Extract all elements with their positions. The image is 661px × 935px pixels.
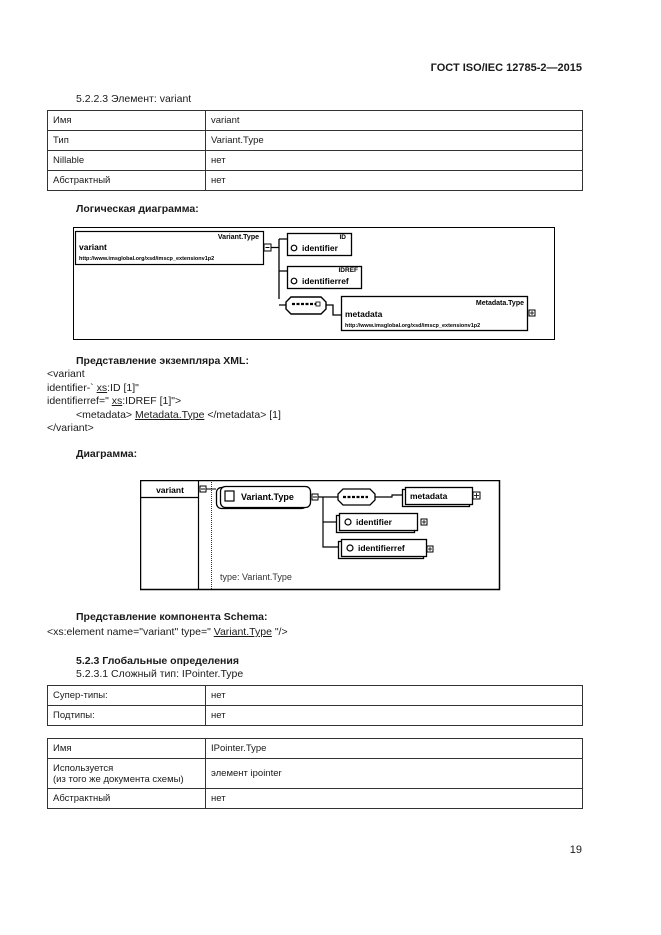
table-cell: Супер-типы: bbox=[48, 686, 206, 706]
identifier-type: ID bbox=[339, 234, 346, 241]
table-row bbox=[48, 151, 583, 171]
code-line: </variant> bbox=[47, 422, 94, 434]
table-cell: Тип bbox=[48, 131, 206, 151]
diagram-attr1-name: identifier bbox=[356, 517, 392, 527]
identifierref-type: IDREF bbox=[338, 267, 358, 274]
code-line: identifierref=" xs:IDREF [1]"> bbox=[47, 395, 182, 407]
table-row bbox=[48, 759, 583, 789]
xs-link[interactable]: xs bbox=[96, 381, 108, 394]
table-cell: IPointer.Type bbox=[206, 739, 583, 759]
table-cell: Абстрактный bbox=[48, 171, 206, 191]
xs-link[interactable]: xs bbox=[111, 395, 123, 407]
page-number: 19 bbox=[569, 844, 582, 856]
diagram-label: Диаграмма: bbox=[76, 448, 138, 460]
metadata-type: Metadata.Type bbox=[475, 300, 524, 307]
table-row bbox=[48, 686, 583, 706]
logical-element-name: variant bbox=[79, 242, 107, 252]
diagram-footer: type: Variant.Type bbox=[220, 572, 292, 582]
table-cell: Подтипы: bbox=[48, 706, 206, 726]
ipointer-types-table bbox=[47, 685, 583, 726]
table-row bbox=[48, 739, 583, 759]
xml-code bbox=[47, 368, 281, 436]
logical-type-label: Variant.Type bbox=[217, 234, 259, 241]
table-cell: Variant.Type bbox=[206, 131, 583, 151]
schema-code: <xs:element name="variant" type=" Variant.Type "/> bbox=[47, 626, 288, 638]
variant-type-link[interactable]: Variant.Type bbox=[213, 626, 272, 638]
table-row bbox=[48, 171, 583, 191]
code-line: <metadata> Metadata.Type </metadata> [1] bbox=[76, 408, 281, 421]
table-row bbox=[48, 131, 583, 151]
metadata-name: metadata bbox=[345, 309, 383, 319]
table-cell: Имя bbox=[48, 739, 206, 759]
logical-namespace: http://www.imsglobal.org/xsd/imscp_extensionv1p2 bbox=[79, 256, 215, 262]
table-cell: variant bbox=[206, 111, 583, 131]
logical-diagram-label: Логическая диаграмма: bbox=[76, 203, 199, 215]
table-row bbox=[48, 111, 583, 131]
diagram-attr2-name: identifierref bbox=[358, 543, 405, 553]
table-cell: Nillable bbox=[48, 151, 206, 171]
table-row bbox=[48, 789, 583, 809]
identifierref-name: identifierref bbox=[302, 276, 349, 286]
table-cell: нет bbox=[206, 789, 583, 809]
schema-diagram bbox=[140, 480, 501, 591]
document-header: ГОСТ ISO/IEC 12785-2—2015 bbox=[430, 62, 582, 74]
variant-properties-table bbox=[47, 110, 583, 191]
code-line: <variant bbox=[47, 368, 85, 380]
metadata-namespace: http://www.imsglobal.org/xsd/imscp_extensionv1p2 bbox=[345, 323, 481, 329]
table-cell: нет bbox=[206, 686, 583, 706]
table-cell: Используется (из того же документа схемы) bbox=[48, 759, 206, 789]
table-cell: элемент ipointer bbox=[206, 759, 583, 789]
code-line: identifier-` xs:ID [1]" bbox=[47, 381, 139, 394]
section-heading-variant: 5.2.2.3 Элемент: variant bbox=[76, 93, 192, 105]
identifier-name: identifier bbox=[302, 243, 338, 253]
logical-diagram bbox=[73, 227, 555, 344]
diagram-child-name: metadata bbox=[410, 491, 448, 501]
schema-representation-label: Представление компонента Schema: bbox=[76, 611, 268, 623]
table-cell: нет bbox=[206, 151, 583, 171]
table-row bbox=[48, 706, 583, 726]
table-cell: нет bbox=[206, 171, 583, 191]
table-cell: нет bbox=[206, 706, 583, 726]
metadata-type-link[interactable]: Metadata.Type bbox=[134, 408, 205, 421]
section-heading-global: 5.2.3 Глобальные определения bbox=[76, 655, 239, 667]
diagram-element-name: variant bbox=[156, 485, 184, 495]
diagram-type-name: Variant.Type bbox=[241, 492, 294, 502]
ipointer-properties-table bbox=[47, 738, 583, 809]
table-cell: Имя bbox=[48, 111, 206, 131]
table-cell: Абстрактный bbox=[48, 789, 206, 809]
xml-representation-label: Представление экземпляра XML: bbox=[76, 355, 249, 367]
subsection-heading-ipointer: 5.2.3.1 Сложный тип: IPointer.Type bbox=[76, 668, 244, 680]
